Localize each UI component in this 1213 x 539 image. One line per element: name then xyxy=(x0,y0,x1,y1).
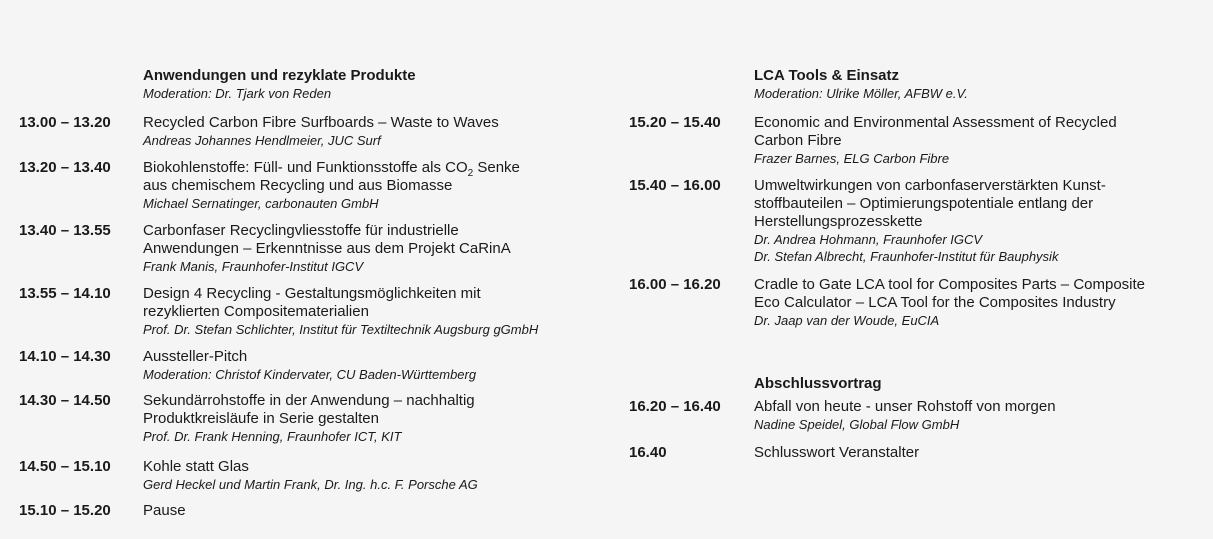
session-title: Recycled Carbon Fibre Surfboards – Waste to Waves xyxy=(143,114,499,131)
session-speaker: Frank Manis, Fraunhofer-Institut IGCV xyxy=(143,259,364,274)
session-time: 13.20 – 13.40 xyxy=(19,159,111,176)
session-title: Cradle to Gate LCA tool for Composites Parts – Composite xyxy=(754,276,1146,293)
session-speaker: Gerd Heckel und Martin Frank, Dr. Ing. h.c. F. Porsche AG xyxy=(143,477,478,492)
session-time: 14.10 – 14.30 xyxy=(19,348,111,365)
section-moderation: Moderation: Dr. Tjark von Reden xyxy=(143,86,332,101)
session-title: Abfall von heute - unser Rohstoff von morgen xyxy=(754,398,1056,415)
session-time: 15.20 – 15.40 xyxy=(629,114,721,131)
session-title: Aussteller-Pitch xyxy=(143,348,248,365)
section-heading: Abschlussvortrag xyxy=(754,375,882,392)
session-time: 14.50 – 15.10 xyxy=(19,458,111,475)
session-speaker: Prof. Dr. Frank Henning, Fraunhofer ICT, KIT xyxy=(143,429,402,444)
session-title: Design 4 Recycling - Gestaltungsmöglichkeiten mit xyxy=(143,285,481,302)
session-moderation: Moderation: Christof Kindervater, CU Baden-Württemberg xyxy=(143,367,477,382)
session-speaker: Dr. Andrea Hohmann, Fraunhofer IGCV xyxy=(754,232,983,247)
session-time: 13.00 – 13.20 xyxy=(19,114,111,131)
session-title: Sekundärrohstoffe in der Anwendung – nachhaltig xyxy=(143,392,475,409)
session-time: 13.55 – 14.10 xyxy=(19,285,111,302)
session-speaker: Frazer Barnes, ELG Carbon Fibre xyxy=(754,151,950,166)
section-heading: LCA Tools & Einsatz xyxy=(754,67,900,84)
session-time: 13.40 – 13.55 xyxy=(19,222,111,239)
session-title-line: rezyklierten Compositematerialien xyxy=(143,303,369,320)
session-time: 16.00 – 16.20 xyxy=(629,276,721,293)
session-speaker: Dr. Jaap van der Woude, EuCIA xyxy=(754,313,940,328)
session-title-line: Produktkreisläufe in Serie gestalten xyxy=(143,410,379,427)
session-title: Carbonfaser Recyclingvliesstoffe für industrielle xyxy=(143,222,459,239)
session-title-line: aus chemischem Recycling und aus Biomasse xyxy=(143,177,453,194)
session-title-line: Eco Calculator – LCA Tool for the Composites Industry xyxy=(754,294,1116,311)
session-time: 15.10 – 15.20 xyxy=(19,502,111,519)
session-speaker: Michael Sernatinger, carbonauten GmbH xyxy=(143,196,379,211)
session-speaker: Nadine Speidel, Global Flow GmbH xyxy=(754,417,960,432)
session-title: Umweltwirkungen von carbonfaserverstärkten Kunst- xyxy=(754,177,1106,194)
section-moderation: Moderation: Ulrike Möller, AFBW e.V. xyxy=(754,86,968,101)
session-speaker: Prof. Dr. Stefan Schlichter, Institut für Textiltechnik Augsburg gGmbH xyxy=(143,322,539,337)
session-speaker: Andreas Johannes Hendlmeier, JUC Surf xyxy=(143,133,381,148)
session-title-line: stoffbauteilen – Optimierungspotentiale entlang der xyxy=(754,195,1094,212)
session-title: Pause xyxy=(143,502,186,519)
session-title-line: Anwendungen – Erkenntnisse aus dem Projekt CaRinA xyxy=(143,240,511,257)
session-title-line: Herstellungsprozesskette xyxy=(754,213,923,230)
session-title: Economic and Environmental Assessment of Recycled xyxy=(754,114,1117,131)
section-heading: Anwendungen und rezyklate Produkte xyxy=(143,67,416,84)
session-title-line: Carbon Fibre xyxy=(754,132,842,149)
session-title: Biokohlenstoffe: Füll- und Funktionsstoffe als $CO_2$ Senke xyxy=(143,159,520,179)
session-time: 16.20 – 16.40 xyxy=(629,398,721,415)
session-time: 15.40 – 16.00 xyxy=(629,177,721,194)
session-speaker: Dr. Stefan Albrecht, Fraunhofer-Institut für Bauphysik xyxy=(754,249,1059,264)
session-time: 14.30 – 14.50 xyxy=(19,392,111,409)
session-time: 16.40 xyxy=(629,444,667,461)
session-title: Schlusswort Veranstalter xyxy=(754,444,920,461)
session-title: Kohle statt Glas xyxy=(143,458,249,475)
